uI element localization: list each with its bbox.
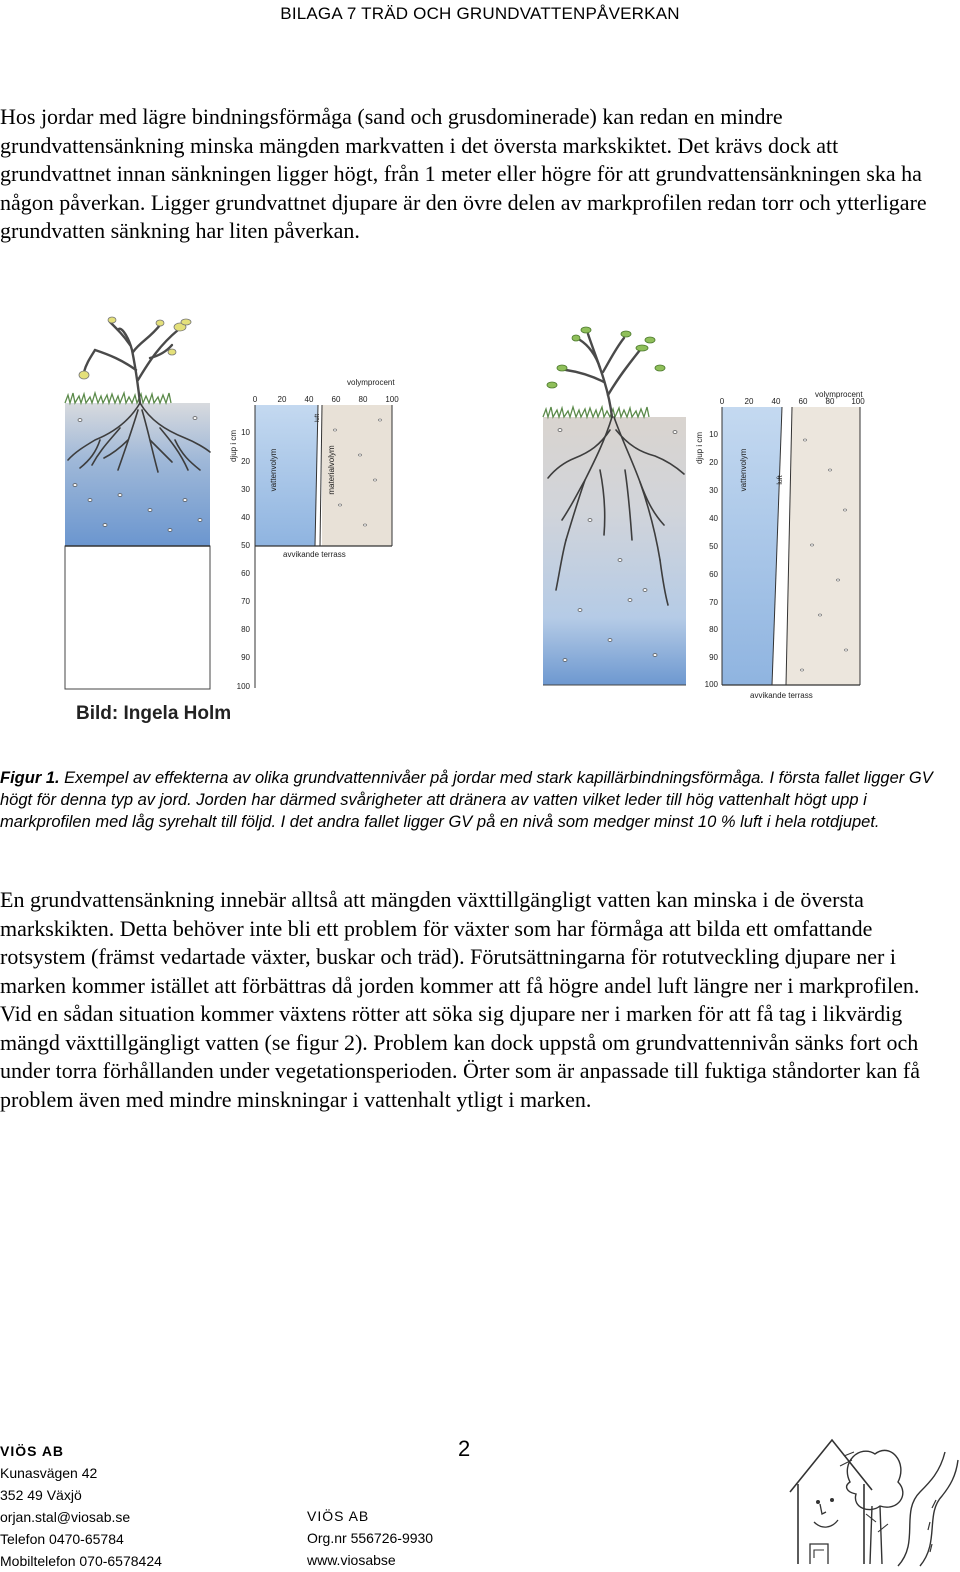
left-material-label: materialvolym bbox=[327, 445, 336, 495]
right-depth-tick: 40 bbox=[709, 514, 718, 523]
left-pct-tick: 20 bbox=[277, 395, 287, 404]
left-depth-tick: 60 bbox=[241, 569, 250, 578]
left-terrace-label: avvikande terrass bbox=[283, 550, 346, 559]
right-depth-tick: 60 bbox=[709, 570, 718, 579]
paragraph-intro: Hos jordar med lägre bindningsförmåga (sand och grusdominerade) kan redan en mindre grundvattensänkning minska mängden markvatten i det översta markskiktet. Det krävs dock att grundvattnet innan sänkningen ligger högt, från 1 meter eller högre för att grundvattensänkningen ska ha någon påverkan. Ligger grundvattnet djupare är den övre delen av markprofilen redan torr och ytterligare grundvatten sänkning har liten påverkan. bbox=[0, 104, 927, 243]
left-pct-tick: 80 bbox=[358, 395, 368, 404]
footer-web: www.viosabse bbox=[307, 1552, 396, 1568]
right-soil-profile bbox=[543, 327, 686, 685]
left-volume-column bbox=[229, 378, 399, 691]
left-depth-label: djup i cm bbox=[229, 430, 238, 463]
left-pct-tick: 40 bbox=[304, 395, 314, 404]
caption-label: Figur 1. bbox=[0, 769, 60, 787]
footer-org-nr: Org.nr 556726-9930 bbox=[307, 1530, 434, 1546]
left-depth-tick: 20 bbox=[241, 457, 250, 466]
right-water-label: vattenvolym bbox=[739, 448, 748, 492]
company-logo bbox=[780, 1432, 960, 1567]
figure-credit: Bild: Ingela Holm bbox=[76, 703, 232, 724]
footer-org bbox=[307, 1505, 433, 1571]
left-depth-tick: 10 bbox=[241, 428, 250, 437]
footer-company: VIÖS AB bbox=[0, 1443, 65, 1459]
left-depth-tick: 40 bbox=[241, 513, 250, 522]
left-pct-tick: 0 bbox=[252, 395, 258, 404]
footer-mobile: Mobiltelefon 070-6578424 bbox=[0, 1553, 162, 1569]
right-depth-tick: 100 bbox=[704, 680, 718, 689]
right-depth-tick: 90 bbox=[709, 653, 718, 662]
paragraph-main: En grundvattensänkning innebär alltså att mängden växttillgängligt vatten kan minska i de översta markskikten. Detta behöver inte bli ett problem för växter som har förmåga att bilda ett omfattande rotsystem (främst vedartade växter, buskar och träd). Förutsättningarna för rotutveckling djupare ner i marken kommer istället att förbättras då jorden kommer att få högre andel luft längre ner i markprofilen. Vid en sådan situation kommer växtens rötter att söka sig djupare ner i marken för att få tag i likvärdig mängd växttillgängligt vatten (se figur 2). Problem kan dock uppstå om grundvattennivån sänks fort och under torra förhållanden under vegetationsperioden. Örter som är anpassade till fuktiga ståndorter kan få problem även med mindre minskningar i vattenhalt ytligt i marken. bbox=[0, 887, 920, 1112]
left-top-label: volymprocent bbox=[347, 378, 395, 387]
footer-phone: Telefon 0470-65784 bbox=[0, 1531, 124, 1547]
right-depth-tick: 80 bbox=[709, 625, 718, 634]
footer-street: Kunasvägen 42 bbox=[0, 1465, 98, 1481]
left-depth-tick: 100 bbox=[236, 682, 250, 691]
right-terrace-label: avvikande terrass bbox=[750, 691, 813, 700]
footer-mid-company: VIÖS AB bbox=[307, 1508, 370, 1524]
right-depth-tick: 20 bbox=[709, 458, 718, 467]
right-air-label: luft bbox=[777, 475, 784, 485]
right-pct-tick: 100 bbox=[851, 397, 865, 406]
right-pct-tick: 60 bbox=[798, 397, 808, 406]
page-header: BILAGA 7 TRÄD OCH GRUNDVATTENPÅVERKAN bbox=[280, 4, 680, 23]
right-pct-tick: 40 bbox=[771, 397, 781, 406]
left-depth-tick: 30 bbox=[241, 485, 250, 494]
left-air-label: luft bbox=[315, 413, 321, 423]
left-depth-tick: 50 bbox=[241, 541, 250, 550]
left-depth-tick: 70 bbox=[241, 597, 250, 606]
left-depth-tick: 90 bbox=[241, 653, 250, 662]
caption-text: Exempel av effekterna av olika grundvattennivåer på jordar med stark kapillärbindningsförmåga. I första fallet ligger GV högt för denna typ av jord. Jorden har därmed svårigheter att dränera av vatten vilket leder till hög vattenhalt högt upp i markprofilen med låg syrehalt till följd. I det andra fallet ligger GV på en nivå som medger minst 10 % luft i hela rotdjupet. bbox=[0, 769, 933, 831]
figure-caption bbox=[0, 767, 945, 833]
right-depth-tick: 30 bbox=[709, 486, 718, 495]
right-volume-column bbox=[695, 390, 865, 700]
right-pct-tick: 80 bbox=[825, 397, 835, 406]
left-pct-tick: 60 bbox=[331, 395, 341, 404]
figure-svg bbox=[0, 300, 960, 740]
footer-email: orjan.stal@viosab.se bbox=[0, 1509, 131, 1525]
left-pct-tick: 100 bbox=[385, 395, 399, 404]
left-water-label: vattenvolym bbox=[269, 448, 278, 492]
footer-city: 352 49 Växjö bbox=[0, 1487, 82, 1503]
right-top-label: volymprocent bbox=[815, 390, 863, 399]
footer-address bbox=[0, 1440, 162, 1572]
right-depth-tick: 70 bbox=[709, 598, 718, 607]
figure-illustration bbox=[0, 300, 960, 740]
left-soil-profile bbox=[65, 317, 210, 689]
left-depth-tick: 80 bbox=[241, 625, 250, 634]
right-depth-tick: 50 bbox=[709, 542, 718, 551]
right-depth-tick: 10 bbox=[709, 430, 718, 439]
right-pct-tick: 0 bbox=[719, 397, 725, 406]
right-depth-label: djup i cm bbox=[695, 432, 704, 465]
right-pct-tick: 20 bbox=[744, 397, 754, 406]
page-number: 2 bbox=[458, 1436, 471, 1461]
